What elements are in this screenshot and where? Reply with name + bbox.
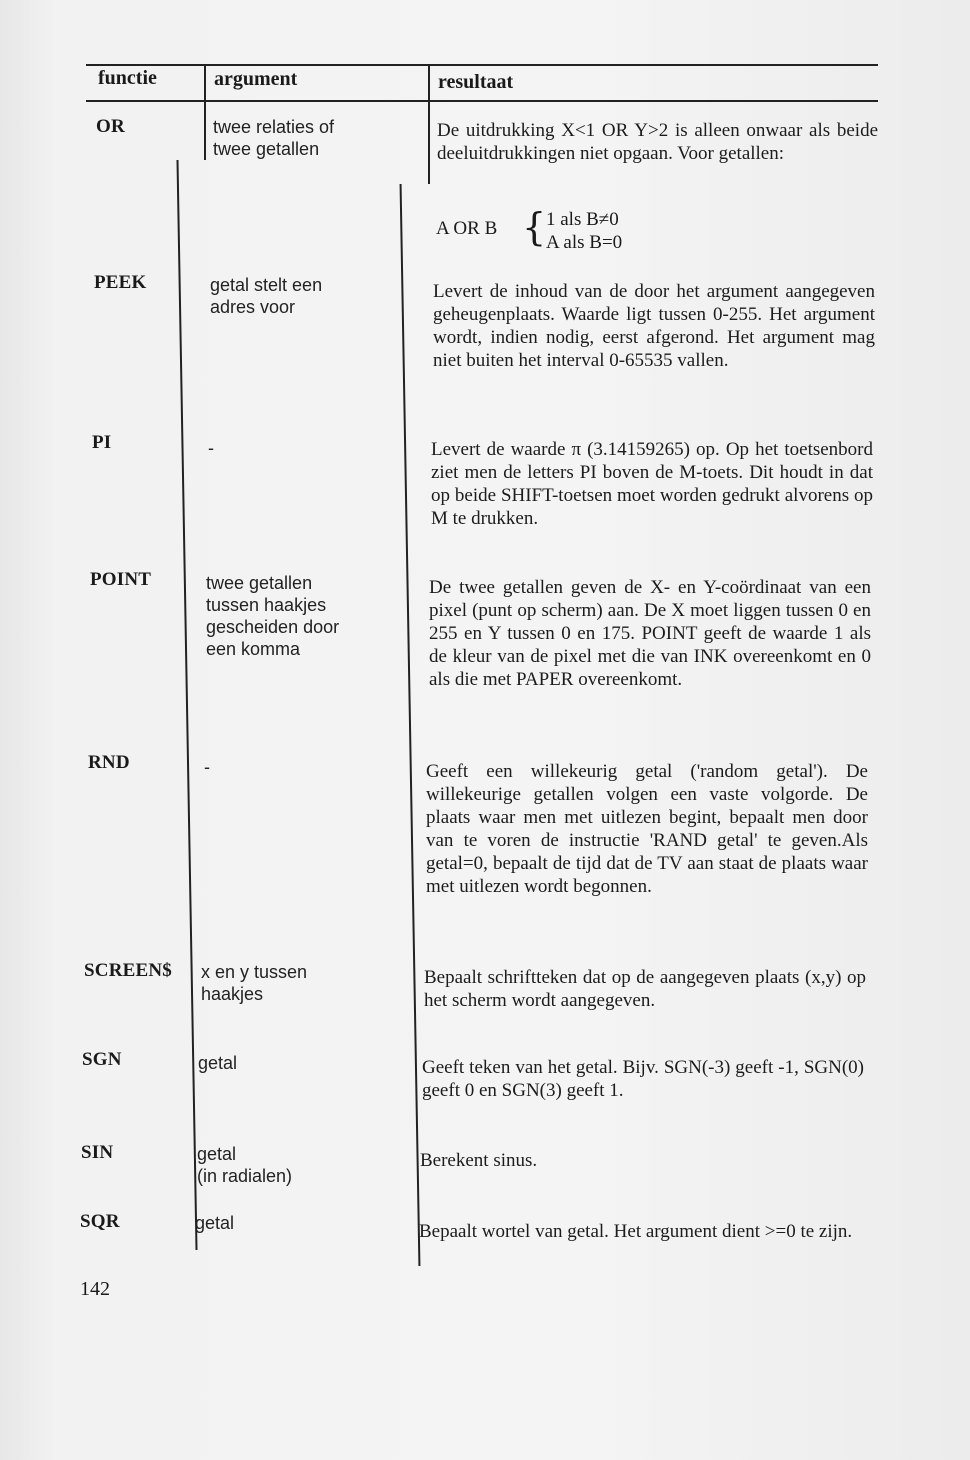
header-argument: argument bbox=[214, 68, 298, 90]
result-sqr: Bepaalt wortel van getal. Het argument dient >=0 te zijn. bbox=[419, 1221, 853, 1242]
argument-screen-line: x en y tussen bbox=[201, 962, 308, 982]
column-divider-2-lower bbox=[400, 184, 421, 1266]
result-screen: Bepaalt schriftteken dat op de aangegeven plaats (x,y) op het scherm wordt aangegeven. bbox=[424, 967, 866, 1011]
argument-sin-line: getal bbox=[197, 1144, 237, 1164]
result-sgn: Geeft teken van het getal. Bijv. SGN(-3) geeft -1, SGN(0) geeft 0 en SGN(3) geeft 1. bbox=[422, 1057, 864, 1101]
function-sqr: SQR bbox=[80, 1211, 120, 1232]
result-pi: Levert de waarde π (3.14159265) op. Op het toetsenbord ziet men de letters PI boven de M-toets. Dit houdt in dat op beide SHIFT-toetsen moet worden gedrukt alvorens op M te drukken. bbox=[431, 439, 873, 529]
header-result: resultaat bbox=[438, 71, 514, 93]
formula-or-case2: A als B=0 bbox=[546, 232, 623, 253]
formula-brace: { bbox=[522, 205, 547, 249]
argument-or-line: twee getallen bbox=[213, 139, 320, 159]
argument-point-line: gescheiden door bbox=[206, 617, 340, 637]
function-sin: SIN bbox=[81, 1142, 114, 1163]
column-divider-1 bbox=[204, 64, 206, 160]
argument-peek-line: adres voor bbox=[210, 297, 296, 317]
page-number: 142 bbox=[80, 1278, 110, 1300]
argument-pi: - bbox=[208, 438, 214, 458]
argument-sin-line: (in radialen) bbox=[197, 1166, 293, 1186]
function-or: OR bbox=[96, 116, 125, 137]
formula-or-lhs: A OR B bbox=[436, 218, 498, 239]
result-peek: Levert de inhoud van de door het argument aangegeven geheugenplaats. Waarde ligt tussen 0-255. Het argument wordt, indien nodig, eerst afgerond. Het argument mag niet buiten het interval 0-65535 vallen. bbox=[433, 281, 875, 371]
argument-point bbox=[206, 572, 339, 660]
formula-or-case1: 1 als B≠0 bbox=[546, 209, 619, 230]
function-screen: SCREEN$ bbox=[84, 960, 172, 981]
column-divider-1-lower bbox=[176, 160, 197, 1250]
argument-screen-line: haakjes bbox=[201, 984, 264, 1004]
argument-point-line: twee getallen bbox=[206, 573, 313, 593]
argument-or-line: twee relaties of bbox=[213, 117, 335, 137]
function-peek: PEEK bbox=[94, 272, 147, 293]
argument-peek-line: getal stelt een bbox=[210, 275, 323, 295]
result-sin: Berekent sinus. bbox=[420, 1150, 538, 1171]
header-function: functie bbox=[98, 67, 157, 89]
function-point: POINT bbox=[90, 569, 152, 590]
result-point: De twee getallen geven de X- en Y-coördinaat van een pixel (punt op scherm) aan. De X moet liggen tussen 0 en 255 en Y tussen 0 en 175. POINT geeft de waarde 1 als de kleur van de pixel met die van INK overeenkomt en 0 als die met PAPER overeenkomt. bbox=[429, 577, 871, 690]
argument-point-line: een komma bbox=[206, 639, 301, 659]
argument-or bbox=[213, 116, 334, 160]
argument-point-line: tussen haakjes bbox=[206, 595, 327, 615]
argument-screen bbox=[201, 961, 307, 1005]
argument-sin bbox=[197, 1143, 292, 1187]
column-divider-2 bbox=[428, 64, 430, 184]
result-rnd: Geeft een willekeurig getal ('random getal'). De willekeurige getallen volgen een vaste volgorde. De plaats waar men met uitlezen begint, bepaalt men door van te voren de instructie 'RAND getal' te geven.Als getal=0, bepaalt de tijd dat de TV aan staat de plaats waar met uitlezen wordt begonnen. bbox=[426, 761, 868, 897]
function-pi: PI bbox=[92, 432, 112, 453]
argument-sqr: getal bbox=[195, 1213, 235, 1233]
result-or: De uitdrukking X<1 OR Y>2 is alleen onwaar als beide deeluitdrukkingen niet opgaan. Voor getallen: bbox=[437, 120, 878, 164]
function-rnd: RND bbox=[88, 752, 130, 773]
argument-rnd: - bbox=[204, 757, 210, 777]
function-sgn: SGN bbox=[82, 1049, 122, 1070]
argument-peek bbox=[210, 274, 322, 318]
argument-sgn: getal bbox=[198, 1053, 238, 1073]
